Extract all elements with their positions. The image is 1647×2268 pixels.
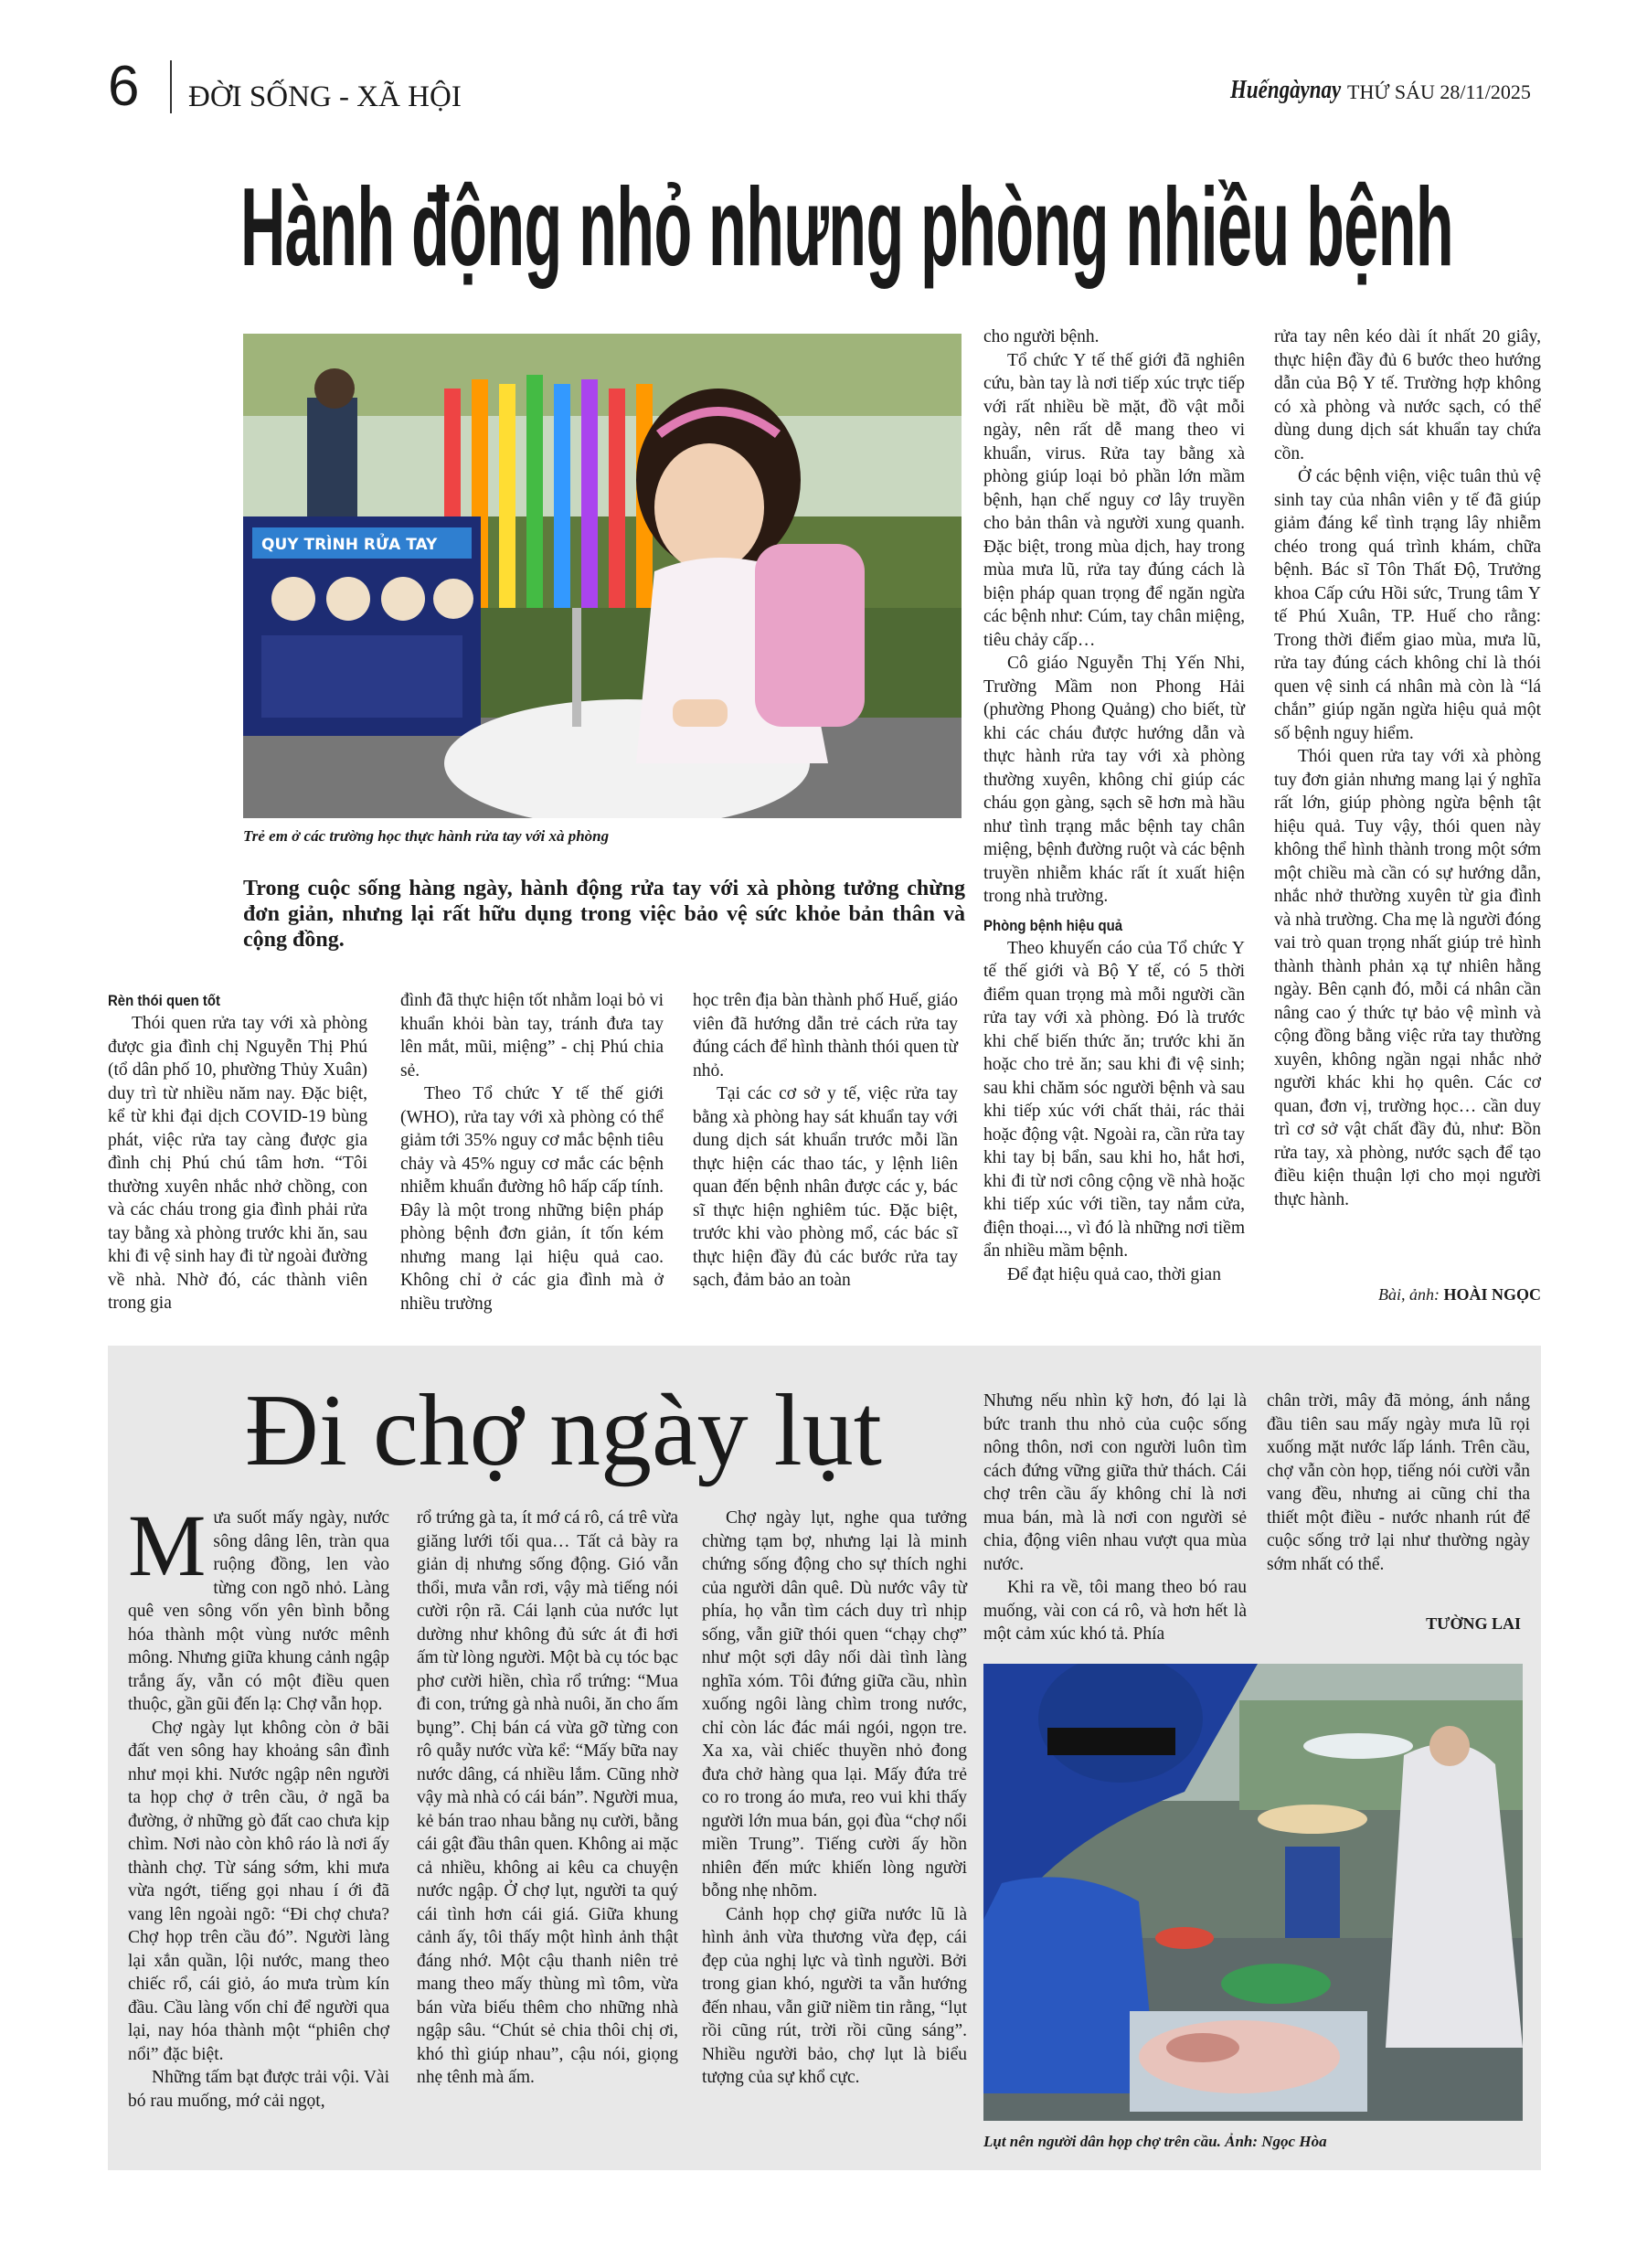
page-number: 6 xyxy=(108,55,140,118)
article2-column-5 xyxy=(1267,1390,1530,1576)
article2-headline: Đi chợ ngày lụt xyxy=(245,1374,882,1487)
article2-paragraph: Những tấm bạt được trải vội. Vài bó rau muống, mớ cải ngọt, xyxy=(128,2068,389,2111)
article1-paragraph: Theo khuyến cáo của Tổ chức Y tế thế giới và Bộ Y tế, có 5 thời điểm quan trọng mà mỗi người cần rửa tay với xà phòng. Đó là trước khi chế biến thức ăn; trước khi ăn hoặc cho trẻ ăn; sau khi đi vệ sinh; sau khi chăm sóc người bệnh và sau khi tiếp xúc với chất thải, rác thải hoặc động vật. Ngoài ra, cần rửa tay khi tay bị bẩn, sau khi ho, hắt hơi, khi đi từ nơi công cộng về nhà hoặc khi tiếp xúc với tiền, tay nắm cửa, điện thoại..., vì đó là những nơi tiềm ẩn nhiều mầm bệnh. xyxy=(983,938,1245,1261)
article1-column-1 xyxy=(108,989,367,1315)
article1-paragraph: rửa tay nên kéo dài ít nhất 20 giây, thực hiện đầy đủ 6 bước theo hướng dẫn của Bộ Y tế. Trường hợp không có xà phòng và nước sạch, có thể dùng dung dịch sát khuẩn tay chứa cồn. xyxy=(1274,327,1541,463)
article1-paragraph: Ở các bệnh viện, việc tuân thủ vệ sinh tay của nhân viên y tế đã giúp giảm đáng kể tình trạng lây nhiễm chéo trong quá trình khám, chữa bệnh. Bác sĩ Tôn Thất Độ, Trưởng khoa Cấp cứu Hồi sức, Trung tâm Y tế Phú Xuân, TP. Huế cho rằng: Trong thời điểm giao mùa, mưa lũ, rửa tay đúng cách không chỉ là thói quen vệ sinh cá nhân mà còn là “lá chắn” giúp ngăn ngừa hiệu quả một số bệnh nguy hiểm. xyxy=(1274,467,1541,743)
article2-paragraph: Khi ra về, tôi mang theo bó rau muống, vài con cá rô, và hơn hết là một cảm xúc khó tả. Phía xyxy=(983,1578,1247,1644)
article2-paragraph: chân trời, mây đã mỏng, ánh nắng đầu tiên sau mấy ngày mưa lũ rọi xuống mặt nước lấp lánh. Trên cầu, chợ vẫn còn họp, tiếng nói cười vẫn vang đều, nhưng ai cũng chỉ tha thiết một điều - nước nhanh rút để cuộc sống trở lại như thường ngày sớm nhất có thể. xyxy=(1267,1391,1530,1574)
article2-photo-caption: Lụt nên người dân họp chợ trên cầu. Ảnh: Ngọc Hòa xyxy=(983,2133,1327,2150)
section-title: ĐỜI SỐNG - XÃ HỘI xyxy=(188,80,462,113)
dropcap: M xyxy=(128,1496,207,1594)
article2-paragraph: Chợ ngày lụt không còn ở bãi đất ven sông hay khoảng sân đình như mọi khi. Nước ngập nên người ta họp chợ ở trên cầu, ở ngã ba đường, ở những gò đất cao chưa kịp chìm. Nơi nào còn khô ráo là nơi ấy thành chợ. Từ sáng sớm, khi mưa vừa ngớt, tiếng gọi nhau í ới đã vang lên ngoài ngõ: “Đi chợ chưa? Chợ họp trên cầu đó”. Người làng lại xắn quần, lội nước, mang theo chiếc rổ, cái giỏ, áo mưa trùm kín đầu. Cầu làng vốn chỉ để người qua lại, nay hóa thành một “phiên chợ nổi” đặc biệt. xyxy=(128,1718,389,2064)
article1-paragraph: đình đã thực hiện tốt nhằm loại bỏ vi khuẩn khỏi bàn tay, tránh đưa tay lên mắt, mũi, miệng” - chị Phú chia sẻ. xyxy=(400,991,664,1081)
article2-column-3 xyxy=(702,1507,967,2090)
poster-title: QUY TRÌNH RỬA TAY xyxy=(261,536,438,554)
masthead-logo: Huếngàynay xyxy=(1230,76,1342,104)
article1-byline xyxy=(1274,1283,1541,1305)
article2-paragraph: rổ trứng gà ta, ít mớ cá rô, cá trê vừa giăng lưới tối qua… Tất cả bày ra giản dị nhưng sống động. Gió vẫn thổi, mưa vẫn rơi, vậy mà tiếng nói cười rộn rã. Cái lạnh của nước lụt dường như không đủ sức át đi hơi ấm từ lòng người. Một bà cụ tóc bạc phơ cười hiền, chìa rổ trứng: “Mua đi con, trứng gà nhà nuôi, ăn cho ấm bụng”. Chị bán cá vừa gỡ từng con rô quẫy nước vừa kể: “Mấy bữa nay nước dâng, cá nhiều lắm. Cũng nhờ vậy mà nhà có cái bán”. Người mua, kẻ bán trao nhau bằng nụ cười, bằng cái gật đầu thân quen. Không ai mặc cả nhiều, không ai kêu ca chuyện nước ngập. Ở chợ lụt, người ta quý cái tình hơn cái giá. Giữa khung cảnh ấy, tôi thấy một hình ảnh thật đáng nhớ. Một cậu thanh niên trẻ mang theo mấy thùng mì tôm, vừa bán vừa biếu thêm cho những nhà ngập sâu. “Chút sẻ chia thôi chị ơi, khó thì giúp nhau”, cậu nói, giọng nhẹ tênh mà ấm. xyxy=(417,1508,678,2087)
article2-photo xyxy=(983,1664,1523,2121)
header-divider xyxy=(170,60,172,113)
article1-column-2 xyxy=(400,989,664,1315)
article1-photo-caption: Trẻ em ở các trường học thực hành rửa tay với xà phòng xyxy=(243,827,610,845)
article2-paragraph-text: ưa suốt mấy ngày, nước sông dâng lên, tràn qua ruộng đồng, len vào từng con ngõ nhỏ. Làng quê ven sông vốn yên bình bỗng hóa thành một vùng nước mênh mông. Nhưng giữa khung cảnh ngập trắng ấy, vẫn có một điều quen thuộc, gần gũi đến lạ: Chợ vẫn họp. xyxy=(128,1508,389,1714)
flood-market-photo xyxy=(983,1664,1523,2121)
article2-byline: TƯỜNG LAI xyxy=(1426,1614,1521,1633)
article1-paragraph: học trên địa bàn thành phố Huế, giáo viên đã hướng dẫn trẻ cách rửa tay đúng cách để hình thành thói quen từ nhỏ. xyxy=(693,991,958,1081)
article1-paragraph: Để đạt hiệu quả cao, thời gian xyxy=(1007,1264,1221,1284)
article1-paragraph: Thói quen rửa tay với xà phòng được gia đình chị Nguyễn Thị Phú (tổ dân phố 10, phường Thủy Xuân) duy trì từ nhiều năm nay. Đặc biệt, kể từ khi đại dịch COVID-19 bùng phát, việc rửa tay càng được gia đình chị Phú chú tâm hơn. “Tôi thường xuyên nhắc nhở chồng, con và các cháu trong gia đình phải rửa tay bằng xà phòng trước khi ăn, sau khi đi vệ sinh hay đi từ ngoài đường về nhà. Nhờ đó, các thành viên trong gia xyxy=(108,1014,367,1313)
article1-photo xyxy=(243,334,962,818)
article1-paragraph: Cô giáo Nguyễn Thị Yến Nhi, Trường Mầm non Phong Hải (phường Phong Quảng) cho biết, từ khi các cháu được hướng dẫn và thực hành rửa tay với xà phòng thường xuyên, không chỉ giúp các cháu gọn gàng, sạch sẽ hơn mà hầu như tình trạng mắc bệnh tay chân miệng, bệnh đường ruột và các bệnh truyền nhiễm khác rất ít xuất hiện trong nhà trường. xyxy=(983,654,1245,906)
article1-subheading-2: Phòng bệnh hiệu quả xyxy=(983,916,1123,934)
article2-column-4 xyxy=(983,1390,1247,1646)
article1-paragraph: Tổ chức Y tế thế giới đã nghiên cứu, bàn tay là nơi tiếp xúc trực tiếp với rất nhiều bề mặt, đồ vật mỗi ngày, nên rất dễ mang theo vi khuẩn, virus. Rửa tay bằng xà phòng giúp loại bỏ phần lớn mầm bệnh, hạn chế nguy cơ lây truyền cho bản thân và người xung quanh. Đặc biệt, trong mùa dịch, hay trong mùa mưa lũ, rửa tay đúng cách là biện pháp quan trọng để ngăn ngừa các bệnh như: Cúm, tay chân miệng, tiêu chảy cấp… xyxy=(983,350,1245,650)
handwashing-photo xyxy=(243,334,962,818)
header-date: THỨ SÁU 28/11/2025 xyxy=(1347,80,1531,103)
byline-label: Bài, ảnh: xyxy=(1377,1285,1440,1304)
article1-paragraph: cho người bệnh. xyxy=(983,327,1100,346)
article1-lead: Trong cuộc sống hàng ngày, hành động rửa tay với xà phòng tưởng chừng đơn giản, nhưng lại rất hữu dụng trong việc bảo vệ sức khỏe bản thân và cộng đồng. xyxy=(243,877,965,952)
article2-paragraph xyxy=(128,1496,389,1717)
article1-column-5 xyxy=(1274,325,1541,1211)
article1-subheading-1: Rèn thói quen tốt xyxy=(108,992,220,1009)
article2-paragraph: Chợ ngày lụt, nghe qua tưởng chừng tạm bợ, nhưng lại là minh chứng sống động cho sự thích nghi của người dân quê. Dù nước vây từ phía, họ vẫn tìm cách duy trì nhịp sống, vẫn giữ thói quen “chạy chợ” như một sợi dây nối dài tình làng nghĩa xóm. Tôi đứng giữa cầu, nhìn xuống ngôi làng chìm trong nước, chỉ còn lác đác mái ngói, ngọn tre. Xa xa, vài chiếc thuyền nhỏ đong đưa chở hàng qua lại. Mấy đứa trẻ co ro trong áo mưa, reo vui khi thấy người lớn mua bán, gọi đùa “chợ nổi miền Trung”. Tiếng cười ấy hồn nhiên đến mức khiến lòng người bỗng nhẹ nhõm. xyxy=(702,1508,967,1901)
article1-paragraph: Thói quen rửa tay với xà phòng tuy đơn giản nhưng mang lại ý nghĩa rất lớn, giúp phòng ngừa bệnh tật hiệu quả. Tuy vậy, thói quen này không thể hình thành trong một sớm một chiều mà cần có sự hướng dẫn, nhắc nhở thường xuyên từ gia đình và nhà trường. Cha mẹ là người đóng vai trò quan trọng nhất giúp trẻ hình thành thành phản xạ tự nhiên hằng ngày. Bên cạnh đó, mỗi cá nhân cần nâng cao ý thức tự bảo vệ mình và cộng đồng bằng việc rửa tay thường xuyên, không ngần ngại nhắc nhở người khác khi họ quên. Các cơ quan, đơn vị, trường học… cần duy trì cơ sở vật chất đầy đủ, như: Bồn rửa tay, xà phòng, nước sạch để tạo điều kiện thuận lợi cho mọi người thực hành. xyxy=(1274,747,1541,1209)
article2-column-2 xyxy=(417,1507,678,2090)
article1-headline: Hành động nhỏ nhưng phòng nhiều bệnh xyxy=(240,165,1454,289)
article1-column-3 xyxy=(693,989,958,1293)
article2-paragraph: Cảnh họp chợ giữa nước lũ là hình ảnh vừa thương vừa đẹp, cái đẹp của nghị lực và tình người. Bởi trong gian khó, người ta vẫn hướng đến nhau, vẫn giữ niềm tin rằng, “lụt rồi cũng rút, trời rồi cũng sáng”. Nhiều người bảo, chợ lụt là biểu tượng của sự khổ cực. xyxy=(702,1904,967,2087)
article1-column-4 xyxy=(983,325,1245,1286)
article2-column-1 xyxy=(128,1496,389,2113)
article1-paragraph: Theo Tổ chức Y tế thế giới (WHO), rửa tay với xà phòng có thể giảm tới 35% nguy cơ mắc bệnh tiêu chảy và 45% nguy cơ mắc các bệnh nhiễm khuẩn đường hô hấp cấp tính. Đây là một trong những biện pháp phòng bệnh đơn giản, ít tốn kém nhưng mang lại hiệu quả cao. Không chỉ ở các gia đình mà ở nhiều trường xyxy=(400,1084,664,1314)
article2-paragraph: Nhưng nếu nhìn kỹ hơn, đó lại là bức tranh thu nhỏ của cuộc sống nông thôn, nơi con người luôn tìm cách đứng vững giữa thử thách. Cái chợ trên cầu ấy không chỉ là nơi mua bán, mà là nơi con người sẻ chia, động viên nhau vượt qua mùa nước. xyxy=(983,1391,1247,1574)
article1-paragraph: Tại các cơ sở y tế, việc rửa tay bằng xà phòng hay sát khuẩn tay với dung dịch sát khuẩn trước mỗi lần thực hiện các thao tác, y lệnh liên quan đến bệnh nhân được các y, bác sĩ thực hiện nghiêm túc. Đặc biệt, trước khi vào phòng mổ, các bác sĩ thực hiện đầy đủ các bước rửa tay sạch, đảm bảo an toàn xyxy=(693,1084,958,1290)
byline-author: HOÀI NGỌC xyxy=(1443,1285,1541,1304)
